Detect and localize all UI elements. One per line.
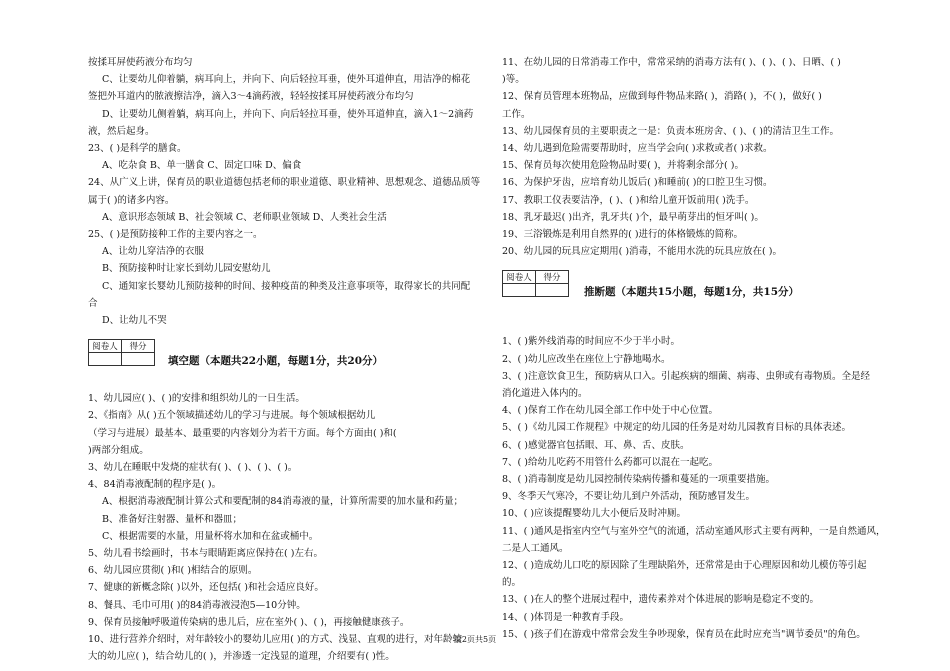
question-line: 24、从广义上讲，保育员的职业道德包括老师的职业道德、职业精神、思想观念、道德品质等 xyxy=(88,177,481,189)
text-line: )两部分组成。 xyxy=(88,444,149,456)
question-line: 3、幼儿在睡眠中发烧的症状有( )、( )、( )、( )。 xyxy=(88,462,298,474)
option-line: D、让幼儿不哭 xyxy=(102,315,167,327)
option-line: D、让要幼儿侧着躺，病耳向上，并向下、向后轻拉耳垂，使外耳道伸直，滴入1～2滴药 xyxy=(102,108,474,120)
question-line: 15、( )孩子们在游戏中常常会发生争吵现象，保育员在此时应充当"调节委员"的角色。 xyxy=(502,628,866,640)
question-line: 14、幼儿遇到危险需要帮助时，应当学会向( )求救或者( )求救。 xyxy=(502,143,773,155)
text-line: 消化道进入体内的。 xyxy=(502,388,588,400)
grader-label: 阅卷人 xyxy=(89,340,122,353)
question-line: 10、进行营养介绍时，对年龄较小的婴幼儿应用( )的方式、浅显、直观的进行，对年龄较 xyxy=(88,634,463,646)
question-line: 1、幼儿园应( )、( )的安排和组织幼儿的一日生活。 xyxy=(88,393,305,405)
grader-label: 阅卷人 xyxy=(503,271,536,284)
question-line: 1、( )紫外线消毒的时间应不少于半小时。 xyxy=(502,336,680,348)
question-line: 11、( )通风是指室内空气与室外空气的流通，活动室通风形式主要有两种，一是自然通风， xyxy=(502,525,886,537)
text-line: )等。 xyxy=(502,74,525,86)
page-number: 第2页共5页 xyxy=(453,635,497,644)
text-line: 的。 xyxy=(502,577,522,589)
question-line: 8、( )消毒制度是幼儿园控制传染病传播和蔓延的一项重要措施。 xyxy=(502,474,775,486)
text-line: 合 xyxy=(88,297,98,309)
score-box xyxy=(88,339,155,366)
text-line: 签把外耳道内的脓液擦洁净，滴入3～4滴药液，轻轻按揉耳屏使药液分布均匀 xyxy=(88,91,414,103)
option-line: C、根据需要的水量，用量杯将水加和在盆或桶中。 xyxy=(102,530,319,542)
question-line: 2、《指南》从( )五个领域描述幼儿的学习与进展。每个领域根据幼儿 xyxy=(88,410,376,422)
option-line: A、让幼儿穿洁净的衣服 xyxy=(102,246,204,258)
score-cell[interactable] xyxy=(122,353,155,366)
grader-cell[interactable] xyxy=(89,353,122,366)
question-line: 7、健康的新概念除( )以外，还包括( )和社会适应良好。 xyxy=(88,582,324,594)
question-line: 11、在幼儿园的日常消毒工作中，常常采纳的消毒方法有( )、( )、( )、日晒、( ) xyxy=(502,57,841,68)
question-line: 10、( )应该提醒婴幼儿大小便后及时冲厕。 xyxy=(502,508,687,520)
question-line: 16、为保护牙齿，应培育幼儿饭后( )和睡前( )的口腔卫生习惯。 xyxy=(502,177,773,189)
question-line: 14、( )体罚是一种教育手段。 xyxy=(502,611,630,623)
score-label: 得分 xyxy=(536,271,569,284)
question-line: 20、幼儿园的玩具应定期用( )消毒，不能用水洗的玩具应放在( )。 xyxy=(502,246,782,258)
right-column xyxy=(502,54,907,643)
score-cell[interactable] xyxy=(536,284,569,297)
question-line: 13、幼儿园保育员的主要职责之一是：负责本班房舍、( )、( )的清洁卫生工作。 xyxy=(502,125,839,137)
option-line: C、通知家长婴幼儿预防接种的时间、接种疫苗的种类及注意事项等，取得家长的共同配 xyxy=(102,280,471,292)
question-line: 4、84消毒液配制的程序是( )。 xyxy=(88,479,222,491)
question-line: 18、乳牙最迟( )出齐，乳牙共( )个，最早萌芽出的恒牙叫( )。 xyxy=(502,211,764,223)
question-line: 17、教职工仪表要洁净，( )、( )和给儿童开饭前用( )洗手。 xyxy=(502,194,755,206)
text-line: 按揉耳屏使药液分布均匀 xyxy=(88,57,193,68)
question-line: 9、保育员接触呼吸道传染病的患儿后，应在室外( )、( )，再接触健康孩子。 xyxy=(88,616,410,628)
text-line: （学习与进展）最基本、最重要的内容划分为若干方面。每个方面由( )和( xyxy=(88,427,397,439)
question-line: 5、( )《幼儿园工作规程》中规定的幼儿园的任务是对幼儿园教育目标的具体表述。 xyxy=(502,422,851,434)
option-line: A、根据消毒液配制计算公式和要配制的84消毒液的量，计算所需要的加水量和药量； xyxy=(102,496,463,508)
question-line: 12、( )造成幼儿口吃的原因除了生理缺陷外，还常常是由于心理原因和幼儿模仿等引起 xyxy=(502,560,867,572)
option-line: A、意识形态领域 B、社会领域 C、老师职业领域 D、人类社会生活 xyxy=(102,211,387,223)
question-line: 19、三浴锻炼是利用自然界的( )进行的体格锻炼的简称。 xyxy=(502,229,744,241)
question-line: 6、( )感觉器官包括眼、耳、鼻、舌、皮肤。 xyxy=(502,439,690,451)
question-line: 9、冬季天气寒冷，不要让幼儿到户外活动，预防感冒发生。 xyxy=(502,491,756,503)
question-line: 23、( )是科学的膳食。 xyxy=(88,143,187,155)
question-line: 6、幼儿园应贯彻( )和( )相结合的原则。 xyxy=(88,565,258,577)
score-box xyxy=(502,270,569,297)
option-line: B、预防接种时让家长到幼儿园安慰幼儿 xyxy=(102,263,271,275)
option-line: B、准备好注射器、量杯和器皿； xyxy=(102,513,242,525)
text-line: 属于( )的诸多内容。 xyxy=(88,194,175,206)
question-line: 15、保育员每次使用危险物品时要( )，并将剩余部分( )。 xyxy=(502,160,744,172)
section-title-fill: 填空题（本题共22小题，每题1分，共20分） xyxy=(168,355,384,368)
question-line: 5、幼儿看书绘画时，书本与眼睛距离应保持在( )左右。 xyxy=(88,548,323,560)
text-line: 二是人工通风。 xyxy=(502,542,569,554)
text-line: 液，然后起身。 xyxy=(88,125,155,137)
section-title-judge: 推断题（本题共15小题，每题1分，共15分） xyxy=(584,286,800,299)
question-line: 3、( )注意饮食卫生，预防病从口入。引起疾病的细菌、病毒、虫卵或有毒物质。全是经 xyxy=(502,370,870,382)
left-column xyxy=(88,54,493,666)
text-line: 工作。 xyxy=(502,108,531,120)
question-line: 12、保育员管理本班物品，应做到每件物品来路( )，消路( )，不( )，做好( ) xyxy=(502,91,822,103)
text-line: 大的幼儿应( )，结合幼儿的( )，并渗透一定浅显的道理，介绍要有( )性。 xyxy=(88,651,395,663)
score-label: 得分 xyxy=(122,340,155,353)
grader-cell[interactable] xyxy=(503,284,536,297)
option-line: A、吃杂食 B、单一膳食 C、固定口味 D、偏食 xyxy=(102,160,302,172)
question-line: 13、( )在人的整个进展过程中，遗传素养对个体进展的影响是稳定不变的。 xyxy=(502,594,820,606)
question-line: 8、餐具、毛巾可用( )的84消毒液浸泡5—10分钟。 xyxy=(88,599,306,611)
question-line: 7、( )给幼儿吃药不用管什么药都可以混在一起吃。 xyxy=(502,456,718,468)
question-line: 4、( )保育工作在幼儿园全部工作中处于中心位置。 xyxy=(502,405,718,417)
question-line: 25、( )是预防接种工作的主要内容之一。 xyxy=(88,229,263,241)
question-line: 2、( )幼儿应改坐在座位上宁静地喝水。 xyxy=(502,353,671,365)
option-line: C、让要幼儿仰着躺，病耳向上，并向下、向后轻拉耳垂，使外耳道伸直，用洁净的棉花 xyxy=(102,74,471,86)
